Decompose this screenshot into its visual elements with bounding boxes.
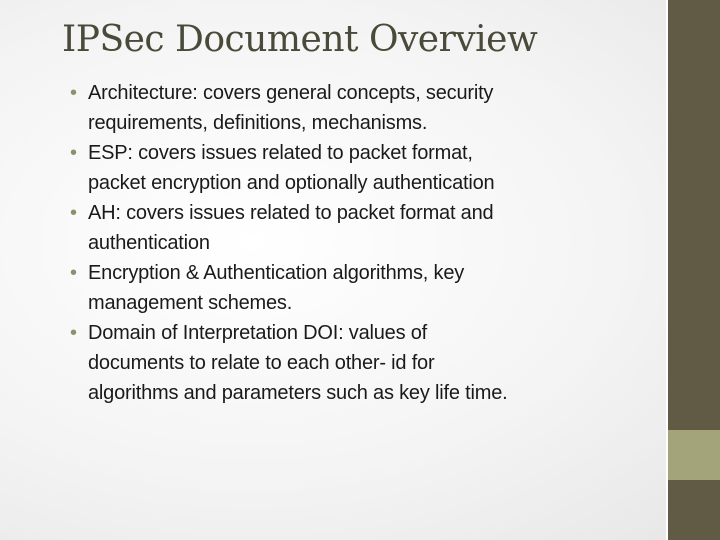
bullet-text <box>88 78 655 138</box>
sidebar-band-top <box>668 0 720 430</box>
bullet-item-algorithms <box>70 258 655 318</box>
bullet-line: AH: covers issues related to packet format and <box>88 202 494 224</box>
bullet-text <box>88 258 655 318</box>
bullet-text <box>88 318 655 408</box>
bullet-dot-icon: • <box>70 262 77 284</box>
bullet-line: ESP: covers issues related to packet format, <box>88 142 473 164</box>
bullet-list <box>70 78 655 408</box>
bullet-line: Encryption & Authentication algorithms, key <box>88 262 465 284</box>
bullet-line: documents to relate to each other- id for <box>88 352 435 374</box>
bullet-item-doi <box>70 318 655 408</box>
bullet-dot-icon: • <box>70 82 77 104</box>
bullet-item-esp <box>70 138 655 198</box>
bullet-dot-icon: • <box>70 142 77 164</box>
bullet-line: algorithms and parameters such as key life time. <box>88 382 508 404</box>
bullet-line: requirements, definitions, mechanisms. <box>88 112 428 134</box>
bullet-line: authentication <box>88 232 210 254</box>
slide-title: IPSec Document Overview <box>62 19 538 60</box>
bullet-text <box>88 198 655 258</box>
bullet-dot-icon: • <box>70 322 77 344</box>
bullet-item-architecture <box>70 78 655 138</box>
bullet-text <box>88 138 655 198</box>
bullet-line: Domain of Interpretation DOI: values of <box>88 322 428 344</box>
bullet-line: management schemes. <box>88 292 293 314</box>
sidebar-band-bottom <box>668 480 720 540</box>
bullet-line: Architecture: covers general concepts, security <box>88 82 494 104</box>
bullet-dot-icon: • <box>70 202 77 224</box>
sidebar-band-accent <box>668 430 720 480</box>
bullet-item-ah <box>70 198 655 258</box>
bullet-line: packet encryption and optionally authentication <box>88 172 495 194</box>
